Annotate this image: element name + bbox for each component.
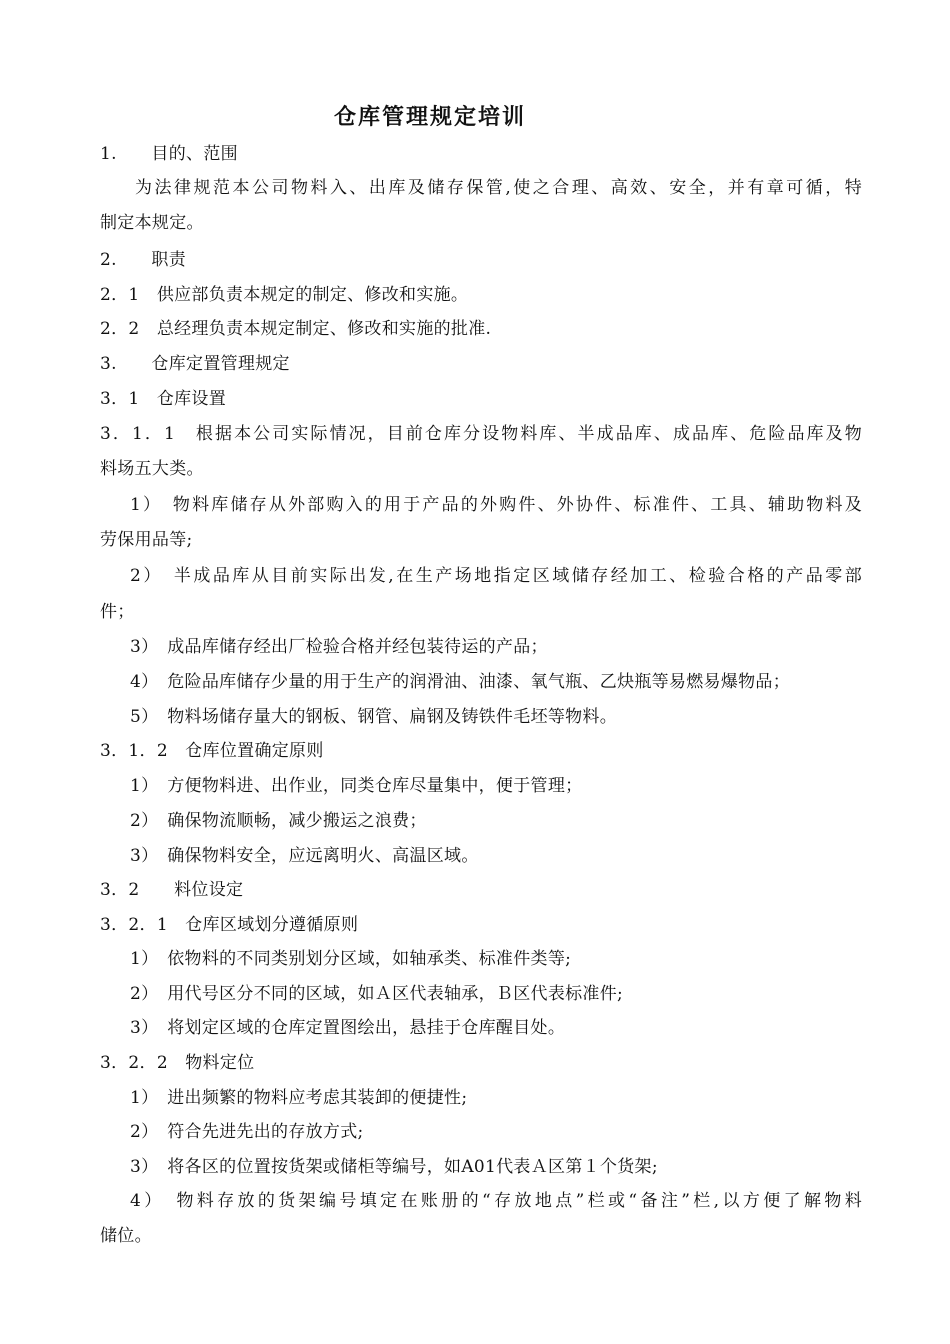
text-line: 3） 将各区的位置按货架或储柜等编号，如A01代表Ａ区第１个货架; bbox=[130, 1157, 658, 1177]
text-line: 2） 用代号区分不同的区域，如Ａ区代表轴承，Ｂ区代表标准件; bbox=[130, 984, 624, 1004]
text-line: 1） 物料库储存从外部购入的用于产品的外购件、外协件、标准件、工具、辅助物料及 bbox=[130, 495, 862, 515]
text-line: 储位。 bbox=[100, 1226, 152, 1246]
text-line: 4） 危险品库储存少量的用于生产的润滑油、油漆、氧气瓶、乙炔瓶等易燃易爆物品； bbox=[130, 672, 791, 692]
text-line: 制定本规定。 bbox=[100, 213, 204, 233]
text-line: 1） 依物料的不同类别划分区域，如轴承类、标准件类等; bbox=[130, 949, 572, 969]
text-line: 为法律规范本公司物料入、出库及储存保管,使之合理、高效、安全，并有章可循，特 bbox=[135, 178, 862, 198]
text-line: 1） 进出频繁的物料应考虑其装卸的便捷性; bbox=[130, 1088, 468, 1108]
document-title: 仓库管理规定培训 bbox=[333, 104, 526, 130]
text-line: 5） 物料场储存量大的钢板、钢管、扁钢及铸铁件毛坯等物料。 bbox=[130, 707, 618, 727]
text-line: 3．2．2 物料定位 bbox=[100, 1053, 255, 1073]
text-line: 3．1．2 仓库位置确定原则 bbox=[100, 741, 324, 761]
text-line: 2．1 供应部负责本规定的制定、修改和实施。 bbox=[100, 285, 469, 305]
text-line: 3） 将划定区域的仓库定置图绘出，悬挂于仓库醒目处。 bbox=[130, 1018, 566, 1038]
text-line: 2） 确保物流顺畅，减少搬运之浪费； bbox=[130, 811, 427, 831]
text-line: 4） 物料存放的货架编号填定在账册的“存放地点”栏或“备注”栏,以方便了解物料 bbox=[130, 1191, 862, 1211]
text-line: 3．2．1 仓库区域划分遵循原则 bbox=[100, 915, 359, 935]
text-line: 3. 仓库定置管理规定 bbox=[100, 354, 290, 374]
text-line: 料场五大类。 bbox=[100, 459, 204, 479]
text-line: 2. 职责 bbox=[100, 250, 187, 270]
text-line: 2．2 总经理负责本规定制定、修改和实施的批准. bbox=[100, 319, 492, 339]
text-line: 3．1．1 根据本公司实际情况，目前仓库分设物料库、半成品库、成品库、危险品库及物 bbox=[100, 424, 862, 444]
text-line: 劳保用品等; bbox=[100, 530, 193, 550]
text-line: 3） 成品库储存经出厂检验合格并经包装待运的产品； bbox=[130, 637, 548, 657]
text-line: 2） 半成品库从目前实际出发,在生产场地指定区域储存经加工、检验合格的产品零部 bbox=[130, 566, 862, 586]
text-line: 1） 方便物料进、出作业，同类仓库尽量集中，便于管理； bbox=[130, 776, 583, 796]
text-line: 1. 目的、范围 bbox=[100, 144, 238, 164]
text-line: 2） 符合先进先出的存放方式; bbox=[130, 1122, 364, 1142]
text-line: 3．2 料位设定 bbox=[100, 880, 244, 900]
text-line: 3） 确保物料安全，应远离明火、高温区域。 bbox=[130, 846, 479, 866]
text-line: 3．1 仓库设置 bbox=[100, 389, 227, 409]
text-line: 件； bbox=[100, 602, 135, 622]
